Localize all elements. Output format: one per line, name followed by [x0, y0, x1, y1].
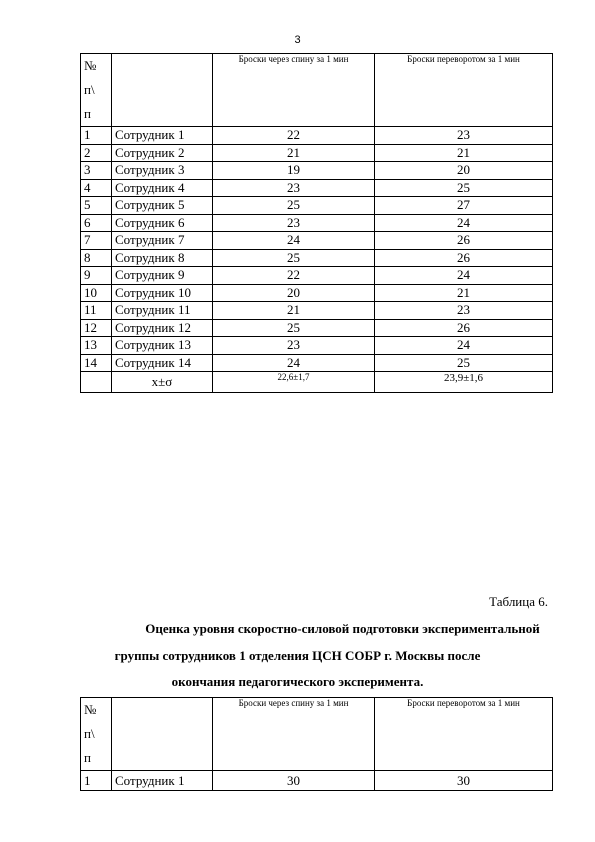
row-number: 8 — [81, 249, 112, 267]
row-number: 6 — [81, 214, 112, 232]
table-heading-line: окончания педагогического эксперимента. — [171, 674, 424, 689]
table-row — [81, 214, 553, 232]
back-throws-value: 21 — [213, 302, 375, 320]
row-number: 10 — [81, 284, 112, 302]
rollover-throws-value: 24 — [375, 267, 553, 285]
table-header-row — [81, 698, 553, 771]
rollover-throws-value: 27 — [375, 197, 553, 215]
back-throws-value: 23 — [213, 214, 375, 232]
rollover-throws-value: 21 — [375, 144, 553, 162]
header-name — [112, 698, 213, 771]
header-number — [81, 54, 112, 127]
employee-name: Сотрудник 8 — [112, 249, 213, 267]
results-table-before — [80, 53, 553, 393]
back-throws-value: 25 — [213, 249, 375, 267]
employee-name: Сотрудник 12 — [112, 319, 213, 337]
row-number: 4 — [81, 179, 112, 197]
rollover-throws-value: 25 — [375, 354, 553, 372]
summary-rollover-throws: 23,9±1,6 — [375, 372, 553, 393]
table-heading-line: группы сотрудников 1 отделения ЦСН СОБР г. Москвы после — [114, 648, 481, 663]
row-number: 5 — [81, 197, 112, 215]
table-row — [81, 354, 553, 372]
rollover-throws-value: 21 — [375, 284, 553, 302]
results-table-after — [80, 697, 553, 791]
summary-row — [81, 372, 553, 393]
employee-name: Сотрудник 1 — [112, 127, 213, 145]
employee-name: Сотрудник 2 — [112, 144, 213, 162]
header-number-line: № — [84, 702, 97, 717]
rollover-throws-value: 24 — [375, 214, 553, 232]
back-throws-value: 23 — [213, 179, 375, 197]
rollover-throws-value: 20 — [375, 162, 553, 180]
row-number: 9 — [81, 267, 112, 285]
employee-name: Сотрудник 7 — [112, 232, 213, 250]
table-row — [81, 771, 553, 791]
employee-name: Сотрудник 14 — [112, 354, 213, 372]
row-number: 1 — [81, 127, 112, 145]
rollover-throws-value: 26 — [375, 249, 553, 267]
back-throws-value: 21 — [213, 144, 375, 162]
back-throws-value: 24 — [213, 354, 375, 372]
row-number: 1 — [81, 771, 112, 791]
table-heading-line: Оценка уровня скоростно-силовой подготовки экспериментальной — [145, 621, 540, 636]
table-row — [81, 197, 553, 215]
header-number-line: п — [84, 106, 91, 121]
header-back-throws: Броски через спину за 1 мин — [213, 54, 375, 127]
table-row — [81, 302, 553, 320]
back-throws-value: 25 — [213, 319, 375, 337]
rollover-throws-value: 25 — [375, 179, 553, 197]
table-label: Таблица 6. — [489, 594, 548, 609]
back-throws-value: 25 — [213, 197, 375, 215]
row-number: 13 — [81, 337, 112, 355]
table-row — [81, 249, 553, 267]
rollover-throws-value: 26 — [375, 319, 553, 337]
header-rollover-throws: Броски переворотом за 1 мин — [375, 54, 553, 127]
back-throws-value: 20 — [213, 284, 375, 302]
employee-name: Сотрудник 4 — [112, 179, 213, 197]
rollover-throws-value: 23 — [375, 127, 553, 145]
employee-name: Сотрудник 5 — [112, 197, 213, 215]
row-number: 12 — [81, 319, 112, 337]
header-number-line: п\ — [84, 82, 95, 97]
back-throws-value: 22 — [213, 267, 375, 285]
table-row — [81, 337, 553, 355]
table-row — [81, 232, 553, 250]
row-number: 7 — [81, 232, 112, 250]
table-row — [81, 179, 553, 197]
table-header-row — [81, 54, 553, 127]
rollover-throws-value: 26 — [375, 232, 553, 250]
back-throws-value: 23 — [213, 337, 375, 355]
header-number-line: п — [84, 750, 91, 765]
employee-name: Сотрудник 11 — [112, 302, 213, 320]
header-number — [81, 698, 112, 771]
back-throws-value: 24 — [213, 232, 375, 250]
back-throws-value: 30 — [213, 771, 375, 791]
header-name — [112, 54, 213, 127]
table-row — [81, 284, 553, 302]
row-number: 2 — [81, 144, 112, 162]
header-number-line: № — [84, 58, 97, 73]
table-row — [81, 144, 553, 162]
summary-label: x±σ — [112, 372, 213, 393]
employee-name: Сотрудник 9 — [112, 267, 213, 285]
header-number-line: п\ — [84, 726, 95, 741]
row-number: 3 — [81, 162, 112, 180]
table-row — [81, 162, 553, 180]
header-back-throws: Броски через спину за 1 мин — [213, 698, 375, 771]
summary-back-throws: 22,6±1,7 — [213, 372, 375, 393]
employee-name: Сотрудник 1 — [112, 771, 213, 791]
row-number: 11 — [81, 302, 112, 320]
summary-empty-cell — [81, 372, 112, 393]
row-number: 14 — [81, 354, 112, 372]
table-row — [81, 267, 553, 285]
rollover-throws-value: 30 — [375, 771, 553, 791]
employee-name: Сотрудник 10 — [112, 284, 213, 302]
page-number: 3 — [294, 34, 301, 46]
table-row — [81, 319, 553, 337]
employee-name: Сотрудник 6 — [112, 214, 213, 232]
header-rollover-throws: Броски переворотом за 1 мин — [375, 698, 553, 771]
back-throws-value: 19 — [213, 162, 375, 180]
rollover-throws-value: 23 — [375, 302, 553, 320]
employee-name: Сотрудник 13 — [112, 337, 213, 355]
back-throws-value: 22 — [213, 127, 375, 145]
employee-name: Сотрудник 3 — [112, 162, 213, 180]
table-row — [81, 127, 553, 145]
rollover-throws-value: 24 — [375, 337, 553, 355]
